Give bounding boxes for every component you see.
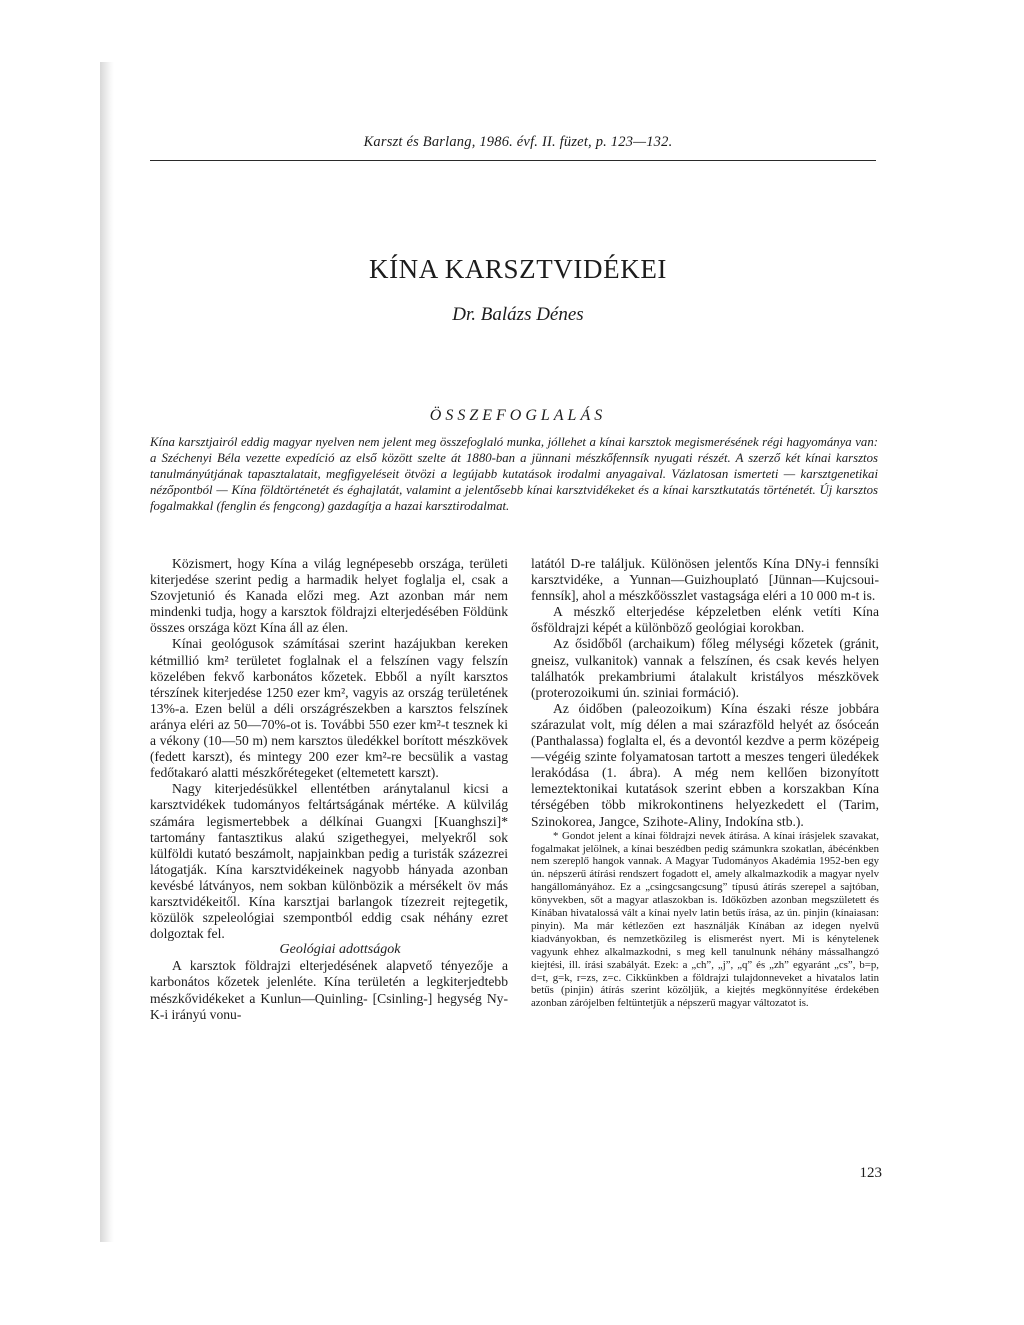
- left-column: [150, 556, 508, 1023]
- body-paragraph: Kínai geológusok számításai szerint hazájukban kereken kétmillió km² területet foglalnak el a felszínen vagy felszín közelében fekvő karbonátos kőzetek. Ebből a nyílt karsztos térszínek kiterjedése 1250 ezer km², vagyis az ország területének 13%-a. Ezen belül a déli országrészekben a karsztos felszínek aránya eléri az 50—70%-ot is. További 550 ezer km²-t tesznek ki a vékony (10—50 m) nem karsztos üledékkel borított mészkövek (fedett karszt), és mintegy 200 ezer km²-re becsülik a vastag fedőtakaró alatti mészkőrétegeket (eltemetett karszt).: [150, 636, 508, 781]
- body-paragraph: Az ősidőből (archaikum) főleg mélységi kőzetek (gránit, gneisz, vulkanitok) vannak a felszínen, és csak kevés helyen találhatók prekambriumi átalakult kristályos mészkövek (proterozoikumi ún. sziniai formáció).: [531, 636, 879, 700]
- abstract-text: Kína karsztjairól eddig magyar nyelven nem jelent meg összefoglaló munka, jóllehet a kínai karsztok megismerésének régi hagyománya van: a Széchenyi Béla vezette expedíció az első között szelte át 1880-ban a jünnani mészkőfennsík nyugati részét. A szerző két kínai karsztos tanulmányútjának tapasztalatait, megfigyeléseit ötvözi a legújabb kutatások irodalmi anyagaival. Vázlatosan ismerteti — karsztgenetikai nézőpontból — Kína földtörténetét és éghajlatát, valamint a jelentősebb kínai karsztvidékeket és a kínai karsztkutatás történetét. Új karsztos fogalmakkal (fenglin és fengcong) gazdagítja a hazai karsztirodalmat.: [150, 435, 878, 513]
- body-paragraph: A karsztok földrajzi elterjedésének alapvető tényezője a karbonátos kőzetek jelenléte. Kína területén a legkiterjedtebb mészkővidékeket a Kunlun—Quinling- [Csinling-] hegység Ny-K-i irányú vonu-: [150, 958, 508, 1022]
- body-paragraph: Közismert, hogy Kína a világ legnépesebb országa, területi kiterjedése szerint pedig a harmadik helyet foglalja el, csak a Szovjetunió és Kanada előzi meg. Azt azonban már nem mindenki tudja, hogy a karsztok földrajzi elterjedésében Földünk összes országa közt Kína áll az élen.: [150, 556, 508, 636]
- body-paragraph: Az óidőben (paleozoikum) Kína északi része jobbára szárazulat volt, míg délen a mai szárazföld helyét az ősóceán (Panthalassa) foglalta el, és a devontól kezdve a perm középeig—végéig szinte folyamatosan tartott a meszes tengeri üledékek lerakódása (1. ábra). A még nem kellően bizonyított lemeztektonikai kutatások szerint ebben a korszakban Kína térségében több mikrokontinens helyezkedett el (Tarim, Szinokorea, Jangce, Szihote-Aliny, Indokína stb.).: [531, 700, 879, 829]
- header-divider: [150, 160, 876, 161]
- running-header: Karszt és Barlang, 1986. évf. II. füzet, p. 123—132.: [363, 134, 673, 150]
- page-number: 123: [859, 1165, 882, 1181]
- article-author: Dr. Balázs Dénes: [452, 304, 584, 325]
- article-title: KÍNA KARSZTVIDÉKEI: [368, 254, 668, 284]
- section-heading: Geológiai adottságok: [279, 942, 401, 958]
- footnote: * Gondot jelent a kínai földrajzi nevek átírása. A kínai írásjelek szavakat, fogalmakat jelölnek, a kínai beszédben pedig számunkra szokatlan, ábécénkben nem szereplő hangok vannak. A Magyar Tudományos Akadémia 1952-ben egy ún. népszerű átírási rendszert fogadott el, amely alkalmazkodik a magyar nyelv hangállományához. Ez a „csingcsangcsung” típusú átírás szerepel a sajtóban, könyvekben, sőt a magyar atlaszokban is. Időközben azonban megszületett és Kínában hivatalossá vált a kínai nyelv latin betűs írása, az ún. pinjin (kínaiasan: pinyin). Ma már kétlezően ezt használják Kínában az idegen nyelvű kiadványokban, és nemzetközileg is elismerést nyert. Mi is kénytelenek vagyunk ehhez alkalmazkodni, s meg kell tanulnunk néhány mássalhangzó kiejtési, ill. írási szabályát. Ezek: a „ch”, „j”, „q” és „zh” egyaránt „cs”, b=p, d=t, g=k, r=zs, z=c. Cikkünkben a földrajzi tulajdonneveket a hivatalos latin betűs (pinjin) átírás szerint közöljük, a kiejtés megkönnyítése érdekében azonban zárójelben feltüntetjük a népszerű magyar változatot is.: [531, 829, 879, 1010]
- journal-page: [148, 0, 888, 1325]
- body-paragraph: Nagy kiterjedésükkel ellentétben aránytalanul kicsi a karsztvidékek tudományos feltártságának mértéke. A külvilág számára legismertebbek a délkínai Guangxi [Kuanghszi]* tartomány fantasztikus alakú szigethegyei, melyekről sok külföldi kutató beszámolt, napjainkban pedig a turisták százezrei látogatják. Kína karsztvidékeinek nagyobb hányada azonban kevésbé látványos, nem sokban különbözik a mérsékelt öv más karsztvidékeitől. Kína karsztjai barlangok tízezreit rejtegetik, közülök szpeleológiai szempontból eddig csak néhány ezret dolgoztak fel.: [150, 781, 508, 942]
- right-column: [531, 556, 879, 1010]
- abstract-heading: ÖSSZEFOGLALÁS: [429, 407, 607, 424]
- body-paragraph-continued: latától D-re találjuk. Különösen jelentős Kína DNy-i fennsíki karsztvidéke, a Yunnan—Guizhouplató [Jünnan—Kujcsoui-fennsík], ahol a mészkőösszlet vastagsága eléri a 10 000 m-t is.: [531, 556, 879, 604]
- body-paragraph: A mészkő elterjedése képzeletben elénk vetíti Kína ősföldrajzi képét a különböző geológiai korokban.: [531, 604, 879, 636]
- scan-edge-shadow: [100, 62, 114, 1242]
